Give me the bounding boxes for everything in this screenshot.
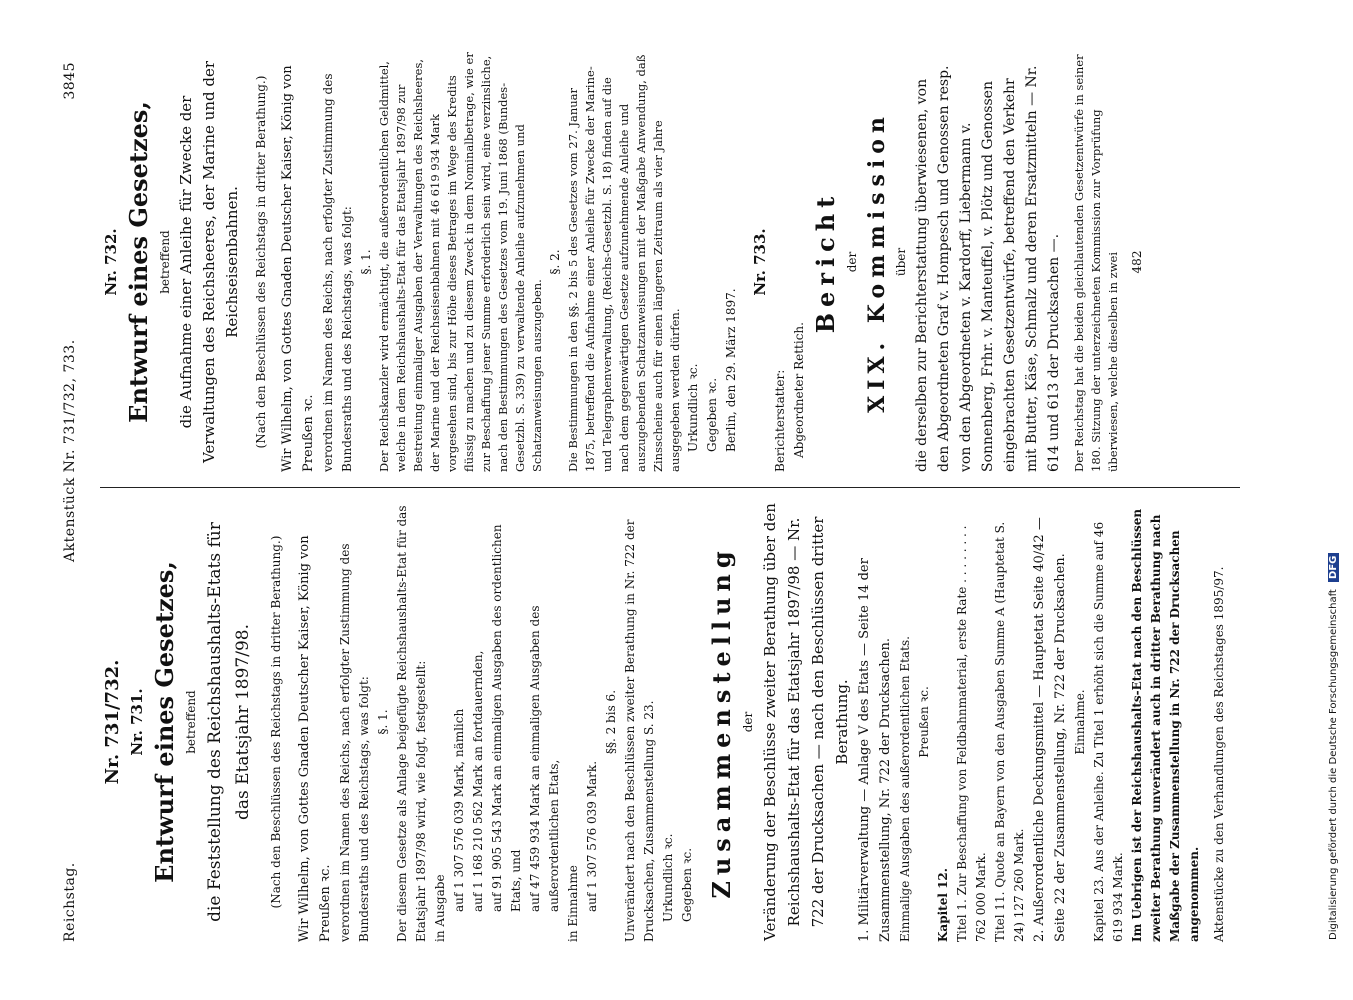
gegeben: Gegeben ꝛc. bbox=[680, 847, 694, 922]
reading-note: (Nach den Beschlüssen des Reichstags in dritter Berathung.) bbox=[269, 535, 283, 909]
einnahme-row: auf 1 307 576 039 Mark. bbox=[585, 760, 599, 912]
sheet-number: 482 bbox=[1130, 250, 1144, 274]
bericht-der: der bbox=[845, 251, 859, 273]
paragraph-1-title: §. 1. bbox=[376, 709, 390, 735]
betreffend-label: betreffend bbox=[184, 690, 198, 754]
bericht-text: die derselben zur Berichterstattung überwiesenen, von den Abgeordneten Graf v. Hompesch und Genossen resp. von den Abgeordneten v. Kardorff, Liebermann v. Sonnenberg, Frhr. v. Manteuffel, v. Plötz und Genossen eingebrachten Gesetzentwürfe, betreffend den Verkehr mit Butter, Käse, Schmalz und deren Ersatzmitteln — Nr. 614 und 613 der Drucksachen —. bbox=[914, 65, 1062, 472]
commission-title: XIX. Kommission bbox=[864, 111, 890, 413]
extraordinary-funds: 2. Außerordentliche Deckungsmittel — Hauptetat Seite 40/42 — Seite 22 der Zusammenstellung, Nr. 722 der Drucksachen. bbox=[1032, 517, 1068, 942]
reading-note: (Nach den Beschlüssen des Reichstags in dritter Berathung.) bbox=[254, 75, 268, 449]
paragraph-2-title: §. 2. bbox=[548, 249, 562, 275]
section-heading: Entwurf eines Gesetzes, bbox=[124, 101, 153, 423]
zusammenstellung-der: der bbox=[741, 711, 755, 733]
bill-subject: die Aufnahme einer Anleihe für Zwecke der Verwaltungen des Reichsheeres, der Marine und der Reichseisenbahnen. bbox=[177, 60, 241, 464]
nr-733: Nr. 733. bbox=[751, 228, 769, 296]
nr-731: Nr. 731. bbox=[128, 688, 146, 756]
preussen: Preußen ꝛc. bbox=[917, 686, 931, 758]
einnahme-heading: Einnahme. bbox=[1073, 689, 1087, 755]
preamble: verordnen im Namen des Reichs, nach erfolgter Zustimmung des Bundesraths und des Reichstags, was folgt: bbox=[321, 73, 354, 472]
nr-731-732: Nr. 731/732. bbox=[102, 659, 123, 785]
ausgabe-label: in Ausgabe bbox=[433, 874, 447, 942]
urkundlich: Urkundlich ꝛc. bbox=[686, 363, 700, 452]
zusammenstellung-text: Veränderung der Beschlüsse zweiter Berathung über den Reichshaushalts-Etat für das Etatsjahr 1897/98 — Nr. 722 der Drucksachen — nach den Beschlüssen dritter Berathung. bbox=[761, 503, 851, 941]
emperor-formula: Wir Wilhelm, von Gottes Gnaden Deutscher Kaiser, König von Preußen ꝛc. bbox=[297, 535, 333, 942]
paragraph-2-title: §§. 2 bis 6. bbox=[604, 689, 618, 755]
dfg-logo: DFG bbox=[1328, 553, 1339, 582]
date-line: Berlin, den 29. März 1897. bbox=[724, 288, 738, 452]
header-center: Aktenstück Nr. 731/732, 733. bbox=[62, 339, 78, 562]
header-left: Reichstag. bbox=[62, 862, 78, 942]
paragraph-1-title: §. 1. bbox=[359, 249, 373, 275]
header-page-number: 3845 bbox=[62, 62, 78, 100]
berichterstatter-name: Abgeordneter Rettich. bbox=[792, 322, 806, 458]
kapitel-23: Kapitel 23. Aus der Anleihe. Zu Titel 1 erhöht sich die Summe auf 46 619 934 Mark. bbox=[1092, 521, 1125, 942]
ausgabe-row: auf 47 459 934 Mark an einmaligen Ausgaben des außerordentlichen Etats, bbox=[528, 605, 561, 912]
ausgabe-row: auf 1 307 576 039 Mark, nämlich bbox=[452, 708, 466, 912]
ausgabe-row: auf 91 905 543 Mark an einmaligen Ausgaben des ordentlichen Etats, und bbox=[490, 524, 523, 912]
one-time-expenses: Einmalige Ausgaben des außerordentlichen Etats. bbox=[898, 636, 912, 942]
remaining-budget: Im Uebrigen ist der Reichshaushalts-Etat nach den Beschlüssen zweiter Berathung unverändert auch in dritter Berathung nach Maßgabe der Zusammenstellung in Nr. 722 der Drucksachen angenommen. bbox=[1130, 508, 1201, 942]
berichterstatter-label: Berichterstatter: bbox=[773, 369, 787, 472]
titel-11: Titel 11. Quote an Bayern von den Ausgaben Summe A (Hauptetat S. 24) 127 260 Mark. bbox=[993, 521, 1026, 942]
paragraph-2-text: Unverändert nach den Beschlüssen zweiter Berathung in Nr. 722 der Drucksachen, Zusammenstellung S. 23. bbox=[623, 519, 656, 942]
left-column bbox=[100, 502, 1229, 942]
urkundlich: Urkundlich ꝛc. bbox=[661, 833, 675, 922]
kapitel-12: Kapitel 12. bbox=[936, 868, 950, 942]
gegeben: Gegeben ꝛc. bbox=[705, 377, 719, 452]
bericht-heading: Bericht bbox=[811, 190, 840, 334]
titel-1: Titel 1. Zur Beschaffung von Feldbahnmaterial, erste Rate . . . . . . . . 762 000 Mark. bbox=[955, 525, 988, 942]
column-divider bbox=[100, 487, 1240, 488]
ausgabe-row: auf 1 168 210 562 Mark an fortdauernden, bbox=[471, 650, 485, 912]
nr-732: Nr. 732. bbox=[102, 228, 120, 296]
bill-subject: die Feststellung des Reichshaushalts-Etats für das Etatsjahr 1897/98. bbox=[205, 522, 253, 922]
digitization-note bbox=[1328, 60, 1339, 940]
emperor-formula: Wir Wilhelm, von Gottes Gnaden Deutscher Kaiser, König von Preußen ꝛc. bbox=[280, 65, 316, 472]
preamble: verordnen im Namen des Reichs, nach erfolgter Zustimmung des Bundesraths und des Reichstags, was folgt: bbox=[338, 543, 371, 942]
footer-note: Aktenstücke zu den Verhandlungen des Reichstages 1895/97. bbox=[1212, 566, 1226, 942]
paragraph-1-text: Der diesem Gesetze als Anlage beigefügte Reichshaushalts-Etat für das Etatsjahr 1897/98 wird, wie folgt, festgestellt: bbox=[395, 505, 428, 942]
military-administration: 1. Militärverwaltung — Anlage V des Etats — Seite 14 der Zusammenstellung, Nr. 722 der Drucksachen. bbox=[857, 558, 893, 942]
paragraph-2-text: Die Bestimmungen in den §§. 2 bis 5 des Gesetzes vom 27. Januar 1875, betreffend die Aufnahme einer Anleihe für Zwecke der Marine- und Telegraphenverwaltung, (Reichs-Gesetzbl. S. 18) finden auf die nach dem gegenwärtigen Gesetze aufzunehmende Anleihe und auszugebenden Schatzanweisungen mit der Maßgabe Anwendung, daß Zinsscheine auch für einen längeren Zeitraum als vier Jahre ausgegeben werden dürfen. bbox=[566, 54, 682, 472]
section-heading: Entwurf eines Gesetzes, bbox=[150, 561, 179, 883]
zusammenstellung-heading: Zusammenstellung bbox=[707, 545, 736, 899]
einnahme-label: in Einnahme bbox=[566, 865, 580, 942]
digitization-text: Digitalisierung gefördert durch die Deutsche Forschungsgemeinschaft bbox=[1328, 589, 1339, 940]
betreffend-label: betreffend bbox=[158, 230, 172, 294]
paragraph-1-text: Der Reichskanzler wird ermächtigt, die außerordentlichen Geldmittel, welche in dem Reichshaushalts-Etat für das Etatsjahr 1897/98 zur Bestreitung einmaliger Ausgaben der Verwaltungen des Reichsheeres, der Marine und der Reichseisenbahnen mit 46 619 934 Mark vorgesehen sind, bis zur Höhe dieses Betrages im Wege des Kredits flüssig zu machen und zu diesem Zweck in dem Nominalbetrage, wie er zur Beschaffung jener Summe erforderlich sein wird, eine verzinsliche, nach den Bestimmungen des Gesetzes vom 19. Juni 1868 (Bundes-Gesetzbl. S. 339) zu verwaltende Anleihe aufzunehmen und Schatzanweisungen auszugeben. bbox=[377, 52, 544, 472]
right-column bbox=[100, 52, 1147, 472]
bericht-ueber: über bbox=[894, 247, 908, 277]
closing-text: Der Reichstag hat die beiden gleichlautenden Gesetzentwürfe in seiner 180. Sitzung der unterzeichneten Kommission zur Vorprüfung überwiesen, welche dieselben in zwei bbox=[1072, 54, 1120, 472]
